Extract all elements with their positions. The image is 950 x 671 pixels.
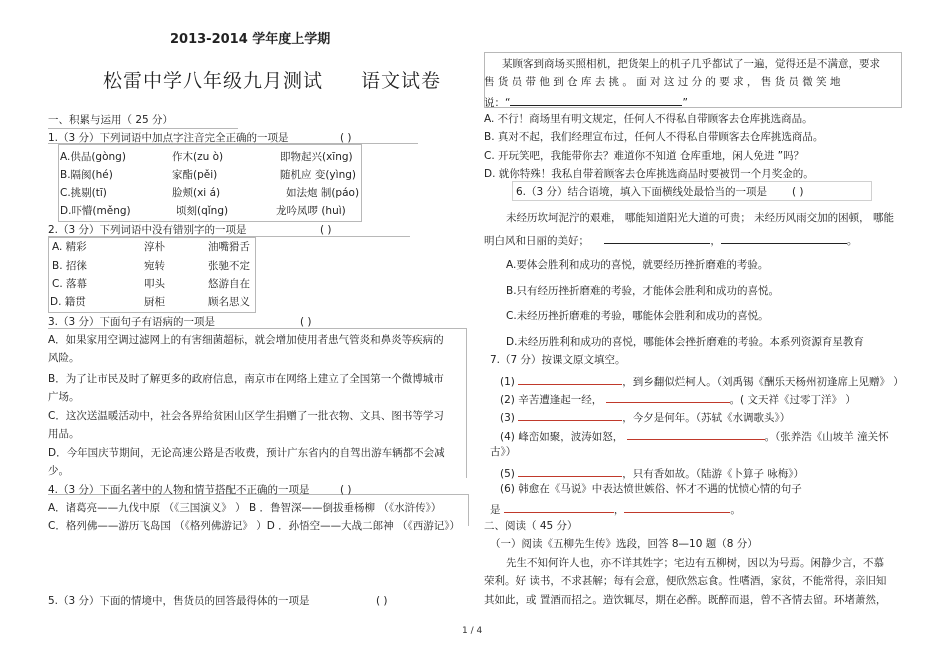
frame-line [466,328,467,478]
q4-options-row1: A．诸葛亮——九伐中原 （《三国演义》 ） B ．鲁智深——倒拔垂杨柳 （《水浒传》） [48,502,442,514]
q1-option-d: D.吓懵(měng) [60,205,131,217]
q1-option-a-word3: 即物起兴(xīng) [280,151,353,163]
q5-option-d: D. 就你特殊！我私自带着顾客去仓库挑选商品时要被罚一个月奖金的。 [484,168,814,180]
q7-line-6: (6) 韩愈在《马说》中表达愤世嫉俗、怀才不遇的忧愤心情的句子 [500,483,802,495]
q2-option-c: C. 落幕 [52,278,88,290]
q2-option-b-word2: 宛转 [144,260,165,272]
q5-scene-prefix: 说：“ [484,97,511,109]
q1-option-c-word3: 如法炮 制(páo) [286,187,360,199]
q5-option-c: C. 开玩笑吧，我能带你去？难道你不知道 仓库重地，闲人免进 ”吗？ [484,150,805,162]
q5-option-b: B. 真对不起，我们经理宣布过，任何人不得私自带顾客去仓库挑选商品。 [484,131,824,143]
q2-answer-paren[interactable]: ( ) [320,224,332,236]
q2-option-c-word2: 叩头 [144,278,165,290]
q7-blank-2[interactable] [606,391,730,403]
q3-option-line: 用品。 [48,428,80,440]
q7-blank-3[interactable] [518,409,622,421]
q7-line-prefix: (3) [500,412,515,424]
q7-blank-4[interactable] [627,428,765,440]
q3-option-line: 少。 [48,465,69,477]
q5-stem: 5.（3 分）下面的情境中，售货员的回答最得体的一项是 [48,595,310,607]
q4-stem: 4.（3 分）下面名著中的人物和情节搭配不正确的一项是 [48,484,310,496]
q6-option-d: D.未经历胜利和成功的喜悦，哪能体会挫折磨难的考验。本系列资源育星教育 [506,336,864,348]
q7-line-prefix: 是 [490,504,501,516]
q7-line-2 [500,391,856,407]
reading1-heading: （一）阅读《五柳先生传》选段，回答 8—10 题（8 分） [490,538,758,550]
exam-title-sub: 语文试卷 [361,70,442,92]
q6-answer-paren[interactable]: ( ) [792,186,804,198]
q6-blank-2[interactable] [721,232,847,244]
q7-blank-1[interactable] [518,373,622,385]
q7-line-1 [500,373,904,389]
q1-option-c-word2: 脸颊(xi á) [172,187,221,199]
q5-scene-answer [484,94,688,110]
q7-line-5 [500,465,804,481]
q1-stem: 1.（3 分）下列词语中加点字注音完全正确的一项是 [48,132,289,144]
q1-option-b: B.隔阂(hé) [60,169,113,181]
q7-stem: 7.（7 分）按课文原文填空。 [490,354,626,366]
q6-option-c: C.未经历挫折磨难的考验，哪能体会胜利和成功的喜悦。 [506,310,769,322]
q6-period: 。 [846,235,858,247]
q3-answer-paren[interactable]: ( ) [300,316,312,328]
q3-option-line: D．今年国庆节期间，无论高速公路是否收费，预计广东省内的自驾出游车辆都不会减 [48,447,445,459]
q7-line-suffix: 。 [730,504,741,516]
q3-option-line: C．这次送温暖活动中，社会各界给贫困山区学生捐赠了一批衣物、文具、图书等学习 [48,410,444,422]
q3-option-line: 风险。 [48,352,80,364]
q7-line-prefix: (4) 峰峦如聚，波涛如怒， [500,431,624,443]
q6-comma: ， [710,235,721,247]
q2-option-d-word3: 顾名思义 [208,296,250,308]
q3-stem: 3.（3 分）下面句子有语病的一项是 [48,316,216,328]
passage-line: 荣利。好 读书，不求甚解；每有会意，便欣然忘食。性嗜酒，家贫，不能常得，亲旧知 [484,575,887,587]
q6-stem: 6.（3 分）结合语境，填入下面横线处最恰当的一项是 [516,186,768,198]
q6-context-text: 明白风和日丽的美好； [484,235,589,247]
frame-line [468,494,469,526]
q6-context-line2 [484,232,857,248]
q2-option-c-word3: 悠游自在 [208,278,250,290]
q2-option-a: A. 精彩 [52,241,87,253]
exam-year-line: 2013-2014 学年度上学期 [170,32,331,47]
q6-option-b: B.只有经历挫折磨难的考验，才能体会胜利和成功的喜悦。 [506,285,780,297]
q4-options-row2: C．格列佛——游历飞岛国 （《格列佛游记》 ）D ．孙悟空——大战二郎神 （《西游记》） [48,520,461,532]
q2-option-d: D. 籍贯 [50,296,86,308]
q7-line-4-cont: 古》） [490,446,517,458]
q2-option-a-word2: 淳朴 [144,241,165,253]
q3-option-line: B．为了让市民及时了解更多的政府信息，南京市在网络上建立了全国第一个微博城市 [48,373,444,385]
q7-line-suffix: ，只有香如故。（陆游《卜算子 咏梅》） [622,468,805,480]
q1-option-c: C.挑剔(tī) [60,187,107,199]
q5-option-a: A. 不行！商场里有明文规定，任何人不得私自带顾客去仓库挑选商品。 [484,113,813,125]
q7-line-prefix: (5) [500,468,515,480]
q7-line-prefix: (1) [500,376,515,388]
q5-answer-paren[interactable]: ( ) [376,595,388,607]
q5-scene-quote-end: ” [682,97,688,109]
q7-line-prefix: (2) 辛苦遭逢起一经， [500,394,603,406]
q5-scene-line: 售 货 员 带 他 到 仓 库 去 挑 。 面 对 这 过 分 的 要 求 ， 售 货 员 微 笑 地 [484,76,841,88]
q7-line-3 [500,409,790,425]
q7-line-suffix: ，今夕是何年。（苏轼《水调歌头》） [622,412,791,424]
section2-heading: 二、阅读（ 45 分） [484,520,578,532]
q2-option-a-word3: 油嘴猾舌 [208,241,250,253]
q7-line-4 [500,428,889,444]
q1-option-b-word2: 家酯(pěi) [172,169,218,181]
q2-option-b: B. 招徕 [52,260,87,272]
passage-line: 其如此，或 置酒而招之。造饮辄尽，期在必醉。既醉而退，曾不吝情去留。环堵萧然， [484,594,887,606]
q7-blank-6b[interactable] [624,501,730,513]
q5-answer-blank[interactable] [510,94,682,106]
q6-context-line: 未经历坎坷泥泞的艰难， 哪能知道阳光大道的可贵； 未经历风雨交加的困顿， 哪能 [506,212,895,224]
q7-line-suffix: ，到乡翻似烂柯人。（刘禹锡《酬乐天杨州初逢席上见赠》 ） [622,376,904,388]
q7-line-6-answer: 是 ， 。 [490,501,741,517]
q7-blank-5[interactable] [518,465,622,477]
q1-option-a: A.供品(gòng) [60,151,126,163]
q2-option-d-word2: 厨柜 [144,296,165,308]
q3-option-line: A．如果家用空调过滤网上的有害细菌超标，就会增加使用者患气管炎和鼻炎等疾病的 [48,334,444,346]
q4-answer-paren[interactable]: ( ) [340,484,352,496]
exam-title-main: 松雷中学八年级九月测试 [103,70,324,92]
exam-title [103,66,441,93]
section1-heading: 一、积累与运用（ 25 分） [48,114,174,126]
q7-line-suffix: 。( 文天祥《过零丁洋》 ） [729,394,856,406]
q1-answer-paren[interactable]: ( ) [340,132,352,144]
q1-option-d-word2: 顷刻(qǐng) [176,205,229,217]
q1-option-a-word2: 作木(zu ò) [172,151,224,163]
q7-line-suffix: 。（张养浩《山坡羊 潼关怀 [764,431,889,443]
q2-stem: 2.（3 分）下列词语中没有错别字的一项是 [48,224,247,236]
q2-option-b-word3: 张驰不定 [208,260,250,272]
q1-option-b-word3: 随机应 变(yìng) [280,169,356,181]
frame-line [48,128,238,129]
passage-line: 先生不知何许人也，亦不详其姓字；宅边有五柳树，因以为号焉。闲静少言，不慕 [506,557,884,569]
q1-option-d-word3: 龙吟凤啰 (huì) [276,205,346,217]
q3-option-line: 广场。 [48,391,80,403]
q7-blank-6a[interactable] [504,501,614,513]
q6-option-a: A.要体会胜利和成功的喜悦，就要经历挫折磨难的考验。 [506,259,769,271]
page-number: 1 / 4 [462,626,483,636]
q5-scene-line: 某顾客到商场买照相机，把货架上的机子几乎都试了一遍，觉得还是不满意，要求 [502,58,880,70]
q6-blank-1[interactable] [604,232,710,244]
